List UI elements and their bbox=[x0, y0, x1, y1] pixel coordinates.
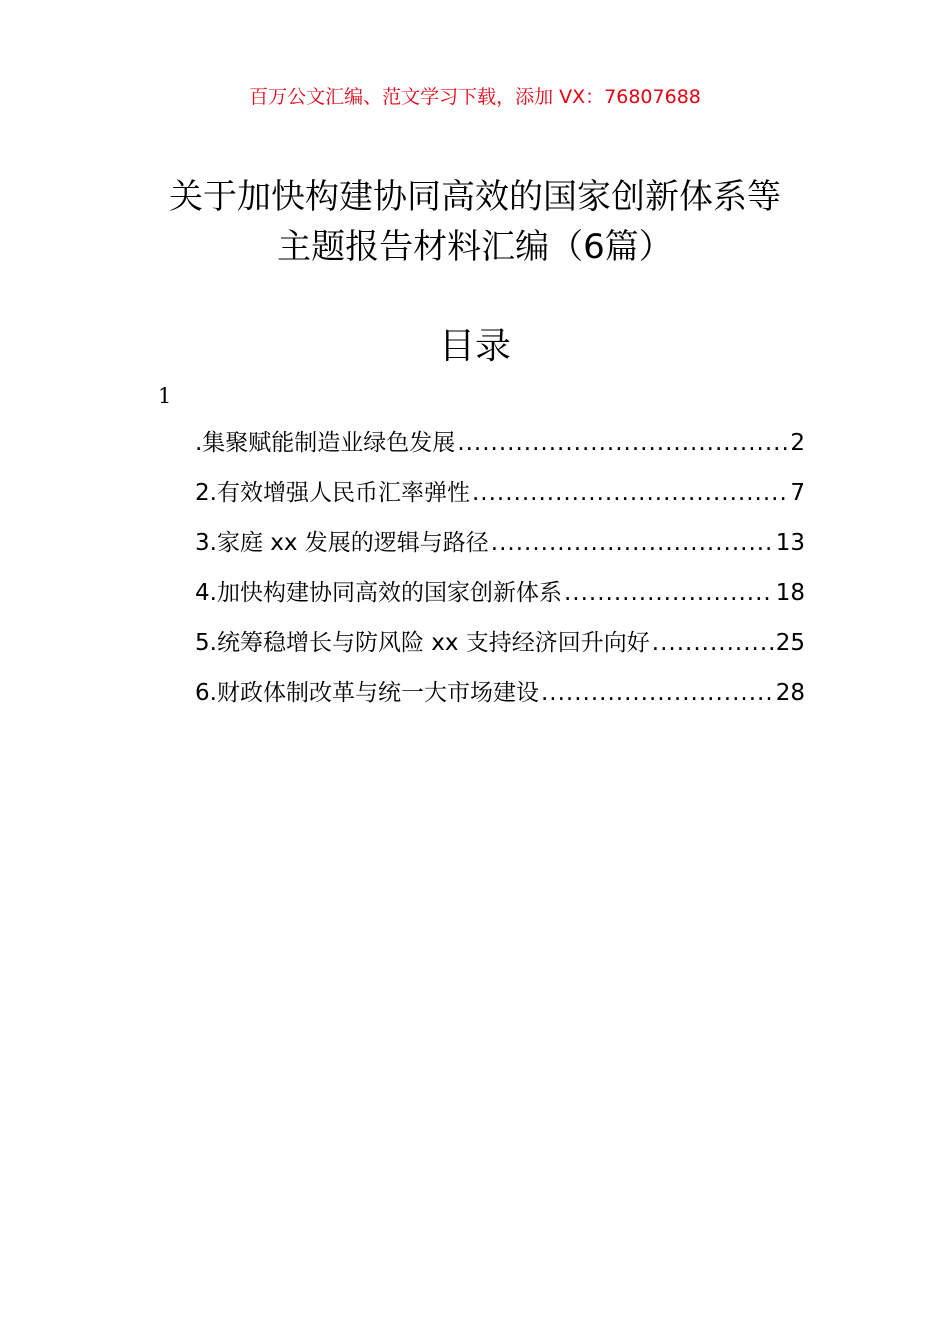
stray-number: 1 bbox=[158, 384, 172, 408]
toc-leader-dots bbox=[652, 625, 774, 661]
toc-entry-page: 25 bbox=[775, 630, 805, 656]
toc-entry-label: 4.加快构建协同高效的国家创新体系 bbox=[195, 580, 562, 606]
toc-entry-page: 18 bbox=[775, 580, 805, 606]
toc-entry-page: 13 bbox=[775, 530, 805, 556]
toc-leader-dots bbox=[457, 425, 788, 461]
toc-entry[interactable] bbox=[195, 575, 805, 625]
toc-entry[interactable] bbox=[195, 475, 805, 525]
toc-entry-page: 2 bbox=[790, 430, 805, 456]
toc-leader-dots bbox=[472, 475, 788, 511]
toc-heading: 目录 bbox=[438, 326, 511, 367]
toc-entry-page: 7 bbox=[790, 480, 805, 506]
toc-entry-page: 28 bbox=[775, 680, 805, 706]
toc-entry-label: .集聚赋能制造业绿色发展 bbox=[195, 430, 456, 456]
toc-entry-label: 2.有效增强人民币汇率弹性 bbox=[195, 480, 470, 506]
document-title-line-2: 主题报告材料汇编（6篇） bbox=[277, 227, 673, 267]
toc-entry[interactable] bbox=[195, 675, 805, 725]
toc-leader-dots bbox=[541, 675, 774, 711]
toc-entry[interactable] bbox=[195, 425, 805, 475]
toc-leader-dots bbox=[491, 525, 774, 561]
toc-entry-label: 5.统筹稳增长与防风险 xx 支持经济回升向好 bbox=[195, 630, 650, 656]
toc-entry-label: 3.家庭 xx 发展的逻辑与路径 bbox=[195, 530, 489, 556]
toc-entry[interactable] bbox=[195, 625, 805, 675]
table-of-contents bbox=[195, 425, 805, 725]
toc-entry[interactable] bbox=[195, 525, 805, 575]
toc-entry-label: 6.财政体制改革与统一大市场建设 bbox=[195, 680, 539, 706]
document-title bbox=[130, 172, 820, 272]
toc-leader-dots bbox=[564, 575, 774, 611]
document-title-line-1: 关于加快构建协同高效的国家创新体系等 bbox=[169, 177, 781, 217]
header-note: 百万公文汇编、范文学习下载，添加 VX：76807688 bbox=[249, 86, 701, 108]
